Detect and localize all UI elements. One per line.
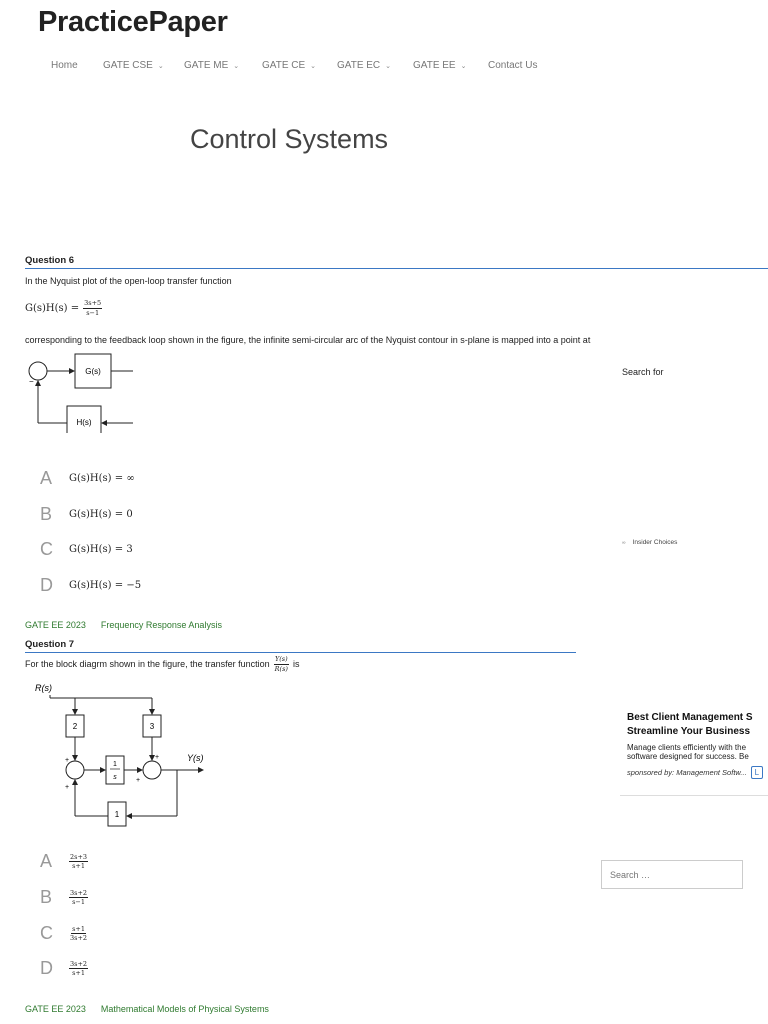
insider-label: Insider Choices [632,539,678,546]
chevron-down-icon: ⌄ [233,62,240,70]
gain-label: 3 [149,722,155,731]
option-letter: D [40,958,53,978]
nav-label: GATE ME [184,60,229,71]
question-text [25,656,299,672]
denominator: s−1 [86,308,100,317]
denominator: s−1 [72,898,85,906]
equation-lhs: G(s)H(s) = [25,302,80,314]
question-tags [25,1004,269,1014]
option-text: G(s)H(s) = 3 [69,544,133,555]
sponsored-ad[interactable] [620,711,768,796]
ad-body: Manage clients efficiently with the [627,743,747,752]
option-letter: C [40,923,53,943]
chevron-down-icon: ⌄ [460,62,467,70]
nav-gate-ec[interactable] [337,60,413,71]
question-divider [25,268,768,269]
nav-label: Contact Us [488,60,538,71]
ad-sponsor: sponsored by: Management Softw... [627,768,747,777]
nav-home[interactable] [51,60,103,71]
nav-label: Home [51,60,78,71]
option-letter: A [40,468,53,488]
numerator: 2s+3 [70,852,88,861]
search-input[interactable] [601,860,743,889]
denominator: R(s) [274,664,288,673]
nav-gate-me[interactable] [184,60,262,71]
site-brand[interactable]: PracticePaper [38,6,228,38]
denominator: s+1 [72,969,85,977]
denominator: s+1 [72,862,85,870]
nav-label: GATE EE [413,60,456,71]
integrator-den: s [113,774,117,781]
option-c[interactable] [40,923,88,944]
ad-body: software designed for success. Be [627,752,749,761]
question-divider [25,652,576,653]
g-block-label: G(s) [85,367,101,376]
nav-label: GATE CE [262,60,306,71]
ad-title: Best Client Management S [627,712,753,723]
main-nav [51,60,537,71]
chevron-down-icon: ⌄ [310,62,317,70]
output-label: Y(s) [187,753,204,763]
gain-label: 2 [72,722,78,731]
option-letter: B [40,887,53,907]
option-letter: A [40,851,53,871]
block-diagram [25,678,220,830]
option-a[interactable] [40,851,88,872]
transfer-function [25,300,102,316]
numerator: s+1 [72,924,85,933]
tag-exam[interactable]: GATE EE 2023 [25,620,86,630]
question-label: Question 7 [25,639,75,650]
question-text: corresponding to the feedback loop shown in the figure, the infinite semi-circular arc of the Nyquist contour in s-plane is mapped into a point at [25,335,591,345]
option-c[interactable] [40,539,133,560]
numerator: Y(s) [274,655,288,663]
page-title: Control Systems [190,124,389,154]
option-text: G(s)H(s) = ∞ [69,473,135,484]
ad-title: Streamline Your Business [627,726,751,737]
option-a[interactable] [40,468,135,489]
option-fraction [69,854,88,870]
option-letter: C [40,539,53,559]
plus-sign: + [65,784,70,791]
question-label: Question 6 [25,255,75,266]
question-tags [25,620,222,630]
chevron-down-icon: ⌄ [157,62,164,70]
option-letter: B [40,504,53,524]
tag-topic[interactable]: Mathematical Models of Physical Systems [100,1004,269,1014]
option-b[interactable] [40,504,133,525]
option-fraction [69,926,88,942]
option-text: G(s)H(s) = 0 [69,509,133,520]
plus-sign: + [155,754,160,761]
nav-gate-cse[interactable] [103,60,184,71]
question-suffix: is [292,659,300,669]
nav-label: GATE CSE [103,60,153,71]
nav-label: GATE EC [337,60,381,71]
option-fraction [69,890,88,906]
gain-label: 1 [114,810,120,819]
ad-cta-button[interactable]: L [751,766,763,779]
tag-topic[interactable]: Frequency Response Analysis [100,620,222,630]
question-text: In the Nyquist plot of the open-loop transfer function [25,276,232,286]
option-d[interactable] [40,958,88,979]
search-for-heading: Search for [622,367,664,377]
question-intro: For the block diagrm shown in the figure, the transfer function [25,659,270,669]
plus-sign: + [65,757,70,764]
nav-gate-ce[interactable] [262,60,337,71]
h-block-label: H(s) [76,418,92,427]
input-label: R(s) [35,683,52,693]
fraction [83,300,102,316]
tag-exam[interactable]: GATE EE 2023 [25,1004,86,1014]
plus-sign: + [136,777,141,784]
option-text: G(s)H(s) = −5 [69,580,142,591]
numerator: 3s+2 [70,959,88,968]
chevron-down-icon: ⌄ [385,62,392,70]
option-d[interactable] [40,575,141,596]
integrator-num: 1 [113,761,117,768]
option-fraction [69,961,88,977]
denominator: 3s+2 [70,934,88,942]
insider-choices[interactable] [622,539,677,546]
numerator: 3s+5 [84,299,102,307]
feedback-diagram [25,348,140,433]
option-letter: D [40,575,53,595]
option-b[interactable] [40,887,88,908]
numerator: 3s+2 [70,888,88,897]
nav-gate-ee[interactable] [413,60,488,71]
summing-junction [143,761,161,779]
transfer-fraction [274,656,289,672]
minus-sign: − [29,377,34,386]
nav-contact[interactable] [488,60,537,71]
ad-marker-icon: ∞ [622,539,626,546]
